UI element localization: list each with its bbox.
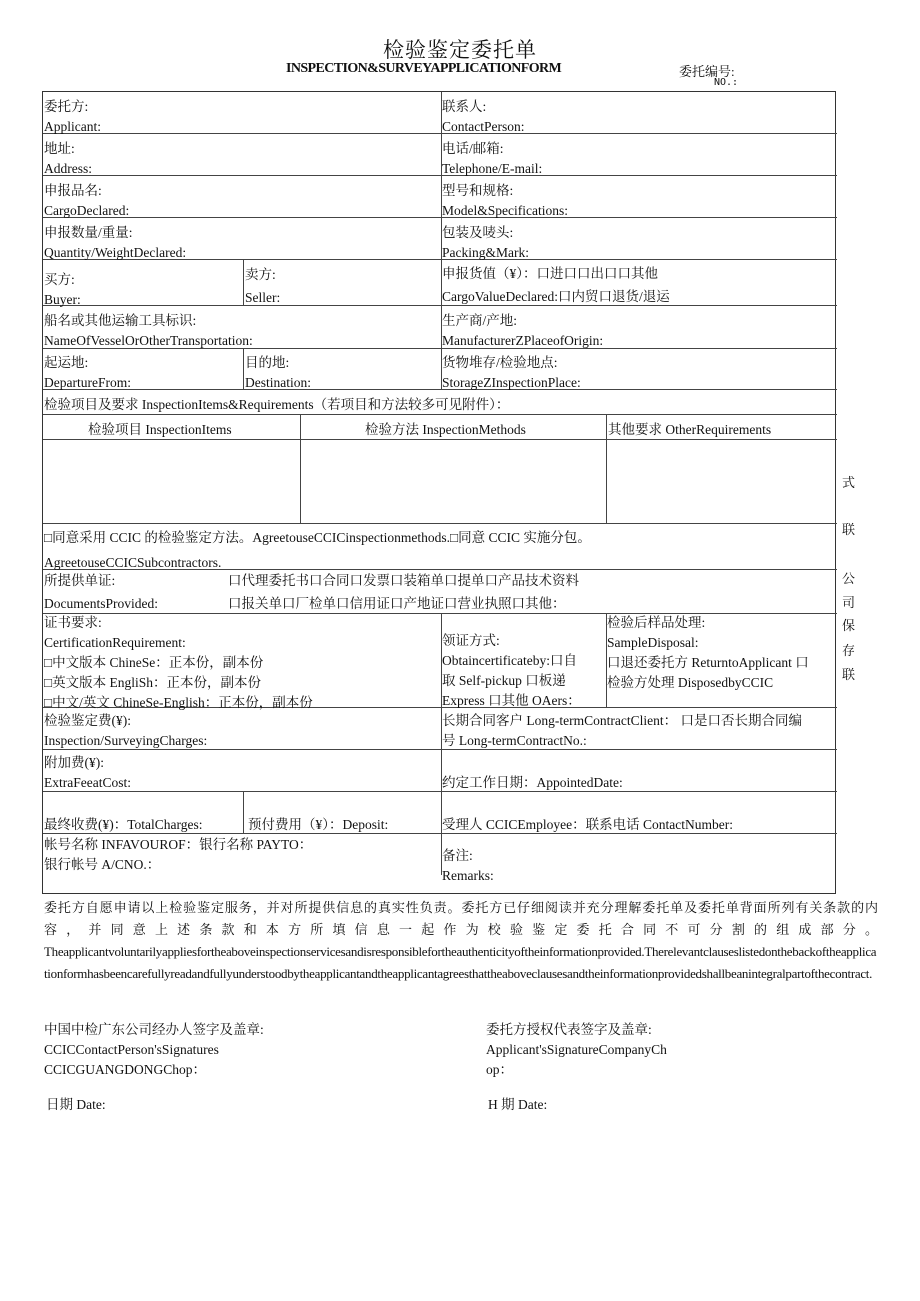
address-label-cn: 地址:: [44, 141, 75, 156]
col-inspection-items: 检验项目 InspectionItems: [88, 422, 232, 437]
sample-option-ccic[interactable]: 检验方处理 DisposedbyCCIC: [607, 675, 774, 690]
certification-requirement[interactable]: [44, 613, 313, 713]
obtain-label-cn: 领证方式:: [442, 633, 500, 648]
total-charges-field[interactable]: 最终收费(¥)：TotalCharges:: [44, 817, 203, 832]
commission-number-label-en: NO.:: [714, 77, 739, 88]
ccic-chop-label: CCICGUANGDONGChop：: [44, 1062, 207, 1077]
telephone-label-cn: 电话/邮箱:: [442, 141, 504, 156]
cert-option-english[interactable]: □英文版本 EngliSh：正本份，副本份: [44, 675, 262, 690]
account-name-label: 帐号名称 INFAVOUROF：银行名称 PAYTO：: [44, 837, 313, 852]
appointed-date-field[interactable]: 约定工作日期：AppointedDate:: [442, 775, 623, 790]
other-requirements-input[interactable]: [607, 440, 835, 522]
documents-options-line1[interactable]: 口代理委托书口合同口发票口装箱单口提单口产品技术资料: [228, 573, 579, 588]
ccic-signature-block: [44, 1020, 264, 1080]
contact-person-field[interactable]: [442, 97, 525, 137]
buyer-field[interactable]: [44, 270, 81, 310]
sample-label-en: SampleDisposal:: [607, 635, 699, 650]
side-char-4: 司: [842, 595, 856, 610]
agree-subcontractors-label: AgreetouseCCICSubcontractors.: [44, 555, 222, 570]
side-char-7: 联: [842, 667, 856, 682]
ccic-date-label: 日期 Date:: [46, 1097, 106, 1112]
cargo-label-cn: 申报品名:: [44, 183, 102, 198]
quantity-label-cn: 申报数量/重量:: [44, 225, 133, 240]
cargo-declared-field[interactable]: [44, 181, 129, 221]
applicant-signature-block: [486, 1020, 667, 1080]
sample-label-cn: 检验后样品处理:: [607, 615, 706, 630]
side-char-6: 存: [842, 643, 856, 658]
applicant-signature-label-en: Applicant'sSignatureCompanyCh: [486, 1042, 667, 1057]
address-field[interactable]: [44, 139, 92, 179]
cert-label-en: CertificationRequirement:: [44, 635, 186, 650]
sample-option-return[interactable]: 口退还委托方 ReturntoApplicant 口: [607, 655, 809, 670]
model-label-cn: 型号和规格:: [442, 183, 514, 198]
obtain-certificate-method[interactable]: [442, 631, 581, 711]
statement-cn-line1: 委托方自愿申请以上检验鉴定服务，并对所提供信息的真实性负责。委托方已仔细阅读并充分理解委托单及委托单背面所列有关条款的内: [44, 900, 878, 915]
remarks-label-en: Remarks:: [442, 868, 494, 883]
cargo-value-label-en: CargoValueDeclared:口内贸口退货/退运: [442, 289, 670, 304]
applicant-date-label: H 期 Date:: [488, 1097, 548, 1112]
model-specifications-field[interactable]: [442, 181, 568, 221]
extra-fee-field[interactable]: [44, 753, 131, 793]
charges-label-en: Inspection/SurveyingCharges:: [44, 733, 208, 748]
obtain-option-express[interactable]: 取 Self-pickup 口板递: [442, 673, 566, 688]
account-number-label: 银行帐号 A/CNO.：: [44, 857, 161, 872]
side-char-2: 联: [842, 522, 856, 537]
cargo-value-field[interactable]: [442, 264, 670, 307]
buyer-label-en: Buyer:: [44, 292, 81, 307]
side-char-1: 式: [842, 475, 856, 490]
applicant-field[interactable]: [44, 97, 101, 137]
manufacturer-label-en: ManufacturerZPlaceofOrigin:: [442, 333, 604, 348]
storage-inspection-place-field[interactable]: [442, 353, 581, 393]
seller-field[interactable]: [245, 265, 280, 308]
storage-label-en: StorageZInspectionPlace:: [442, 375, 581, 390]
telephone-label-en: Telephone/E-mail:: [442, 161, 543, 176]
buyer-label-cn: 买方:: [44, 272, 75, 287]
remarks-field[interactable]: [442, 846, 494, 886]
inspection-items-header: 检验项目及要求 InspectionItems&Requirements（若项目和方法较多可见附件）：: [44, 397, 510, 412]
extra-fee-label-en: ExtraFeeatCost:: [44, 775, 131, 790]
departure-label-en: DepartureFrom:: [44, 375, 131, 390]
inspection-items-input[interactable]: [44, 440, 298, 522]
departure-field[interactable]: [44, 353, 131, 393]
storage-label-cn: 货物堆存/检验地点:: [442, 355, 558, 370]
destination-label-en: Destination:: [245, 375, 311, 390]
seller-label-en: Seller:: [245, 290, 281, 305]
bank-account-field[interactable]: [44, 835, 312, 875]
vessel-field[interactable]: [44, 311, 253, 351]
quantity-label-en: Quantity/WeightDeclared:: [44, 245, 187, 260]
statement-cn-line2: 容，并同意上述条款和本方所填信息一起作为校验鉴定委托合同不可分割的组成部分。: [44, 922, 878, 937]
model-label-en: Model&Specifications:: [442, 203, 568, 218]
documents-label-cn: 所提供单证:: [44, 573, 116, 588]
obtain-option-self[interactable]: Obtaincertificateby:口自: [442, 653, 577, 668]
seller-label-cn: 卖方:: [245, 267, 276, 282]
side-char-3: 公: [842, 571, 856, 586]
form-title-cn: 检验鉴定委托单: [383, 38, 537, 62]
departure-label-cn: 起运地:: [44, 355, 89, 370]
documents-options[interactable]: [228, 571, 579, 614]
destination-field[interactable]: [245, 353, 311, 393]
long-term-contract-line1[interactable]: 长期合同客户 Long-termContractClient： 口是口否长期合同编: [442, 713, 802, 728]
contact-person-label-en: ContactPerson:: [442, 119, 525, 134]
packing-label-cn: 包装及唛头:: [442, 225, 514, 240]
applicant-label-en: Applicant:: [44, 119, 101, 134]
cert-label-cn: 证书要求:: [44, 615, 102, 630]
applicant-signature-label-cn: 委托方授权代表签字及盖章:: [486, 1022, 652, 1037]
ccic-signature-label-en: CCICContactPerson'sSignatures: [44, 1042, 219, 1057]
cert-option-bilingual[interactable]: □中文/英文 ChineSe-English：正本份，副本份: [44, 695, 313, 710]
documents-provided-label: [44, 571, 158, 614]
packing-label-en: Packing&Mark:: [442, 245, 529, 260]
form-title-en: INSPECTION&SURVEYAPPLICATIONFORM: [286, 61, 562, 76]
contact-person-label-cn: 联系人:: [442, 99, 487, 114]
ccic-signature-label-cn: 中国中检广东公司经办人签字及盖章:: [44, 1022, 264, 1037]
long-term-contract-field[interactable]: [442, 711, 802, 751]
col-other-requirements: 其他要求 OtherRequirements: [608, 422, 772, 437]
applicant-chop-label: op：: [486, 1062, 513, 1077]
quantity-weight-field[interactable]: [44, 223, 186, 263]
destination-label-cn: 目的地:: [245, 355, 290, 370]
inspection-charges-field[interactable]: [44, 711, 207, 751]
extra-fee-label-cn: 附加费(¥):: [44, 755, 104, 770]
packing-mark-field[interactable]: [442, 223, 529, 263]
manufacturer-label-cn: 生产商/产地:: [442, 313, 518, 328]
agree-ccic-methods-checkbox[interactable]: □同意采用 CCIC 的检验鉴定方法。AgreetouseCCICinspectionmethods.□同意 CCIC 实施分包。: [44, 530, 591, 545]
charges-label-cn: 检验鉴定费(¥):: [44, 713, 131, 728]
deposit-field[interactable]: 预付费用（¥）：Deposit:: [248, 817, 389, 832]
vessel-label-cn: 船名或其他运输工具标识:: [44, 313, 197, 328]
commission-number-label: 委托编号:: [679, 64, 735, 79]
obtain-option-other[interactable]: Express 口其他 OAers：: [442, 693, 581, 708]
cert-option-chinese[interactable]: □中文版本 ChineSe：正本份，副本份: [44, 655, 264, 670]
sample-disposal[interactable]: [607, 613, 809, 693]
documents-label-en: DocumentsProvided:: [44, 596, 158, 611]
telephone-field[interactable]: [442, 139, 542, 179]
applicant-statement: [44, 897, 878, 985]
cargo-label-en: CargoDeclared:: [44, 203, 130, 218]
long-term-contract-line2: 号 Long-termContractNo.:: [442, 733, 587, 748]
documents-options-line2[interactable]: 口报关单口厂检单口信用证口产地证口营业执照口其他：: [228, 596, 566, 611]
applicant-label-cn: 委托方:: [44, 99, 89, 114]
col-inspection-methods: 检验方法 InspectionMethods: [365, 422, 526, 437]
vessel-label-en: NameOfVesselOrOtherTransportation:: [44, 333, 253, 348]
ccic-employee-field[interactable]: 受理人 CCICEmployee：联系电话 ContactNumber:: [442, 817, 733, 832]
cargo-value-label-cn: 申报货值（¥）：口进口口出口口其他: [442, 266, 658, 281]
side-char-5: 保: [842, 618, 856, 633]
inspection-methods-input[interactable]: [301, 440, 604, 522]
address-label-en: Address:: [44, 161, 92, 176]
manufacturer-field[interactable]: [442, 311, 603, 351]
statement-en: Theapplicantvoluntarilyappliesfortheaboveinspectionservicesandisresponsiblefortheauthenticityoftheinformationprovided.Therelevantclauseslistedonthebackoftheapplicationformhasbeencarefullyreadandfullyunderstoodbytheapplicantandtheapplicantagreesthattheaboveclausesandtheinformationprovidedshallbeanintegralpartofthecontract.: [44, 944, 877, 981]
remarks-label-cn: 备注:: [442, 848, 473, 863]
